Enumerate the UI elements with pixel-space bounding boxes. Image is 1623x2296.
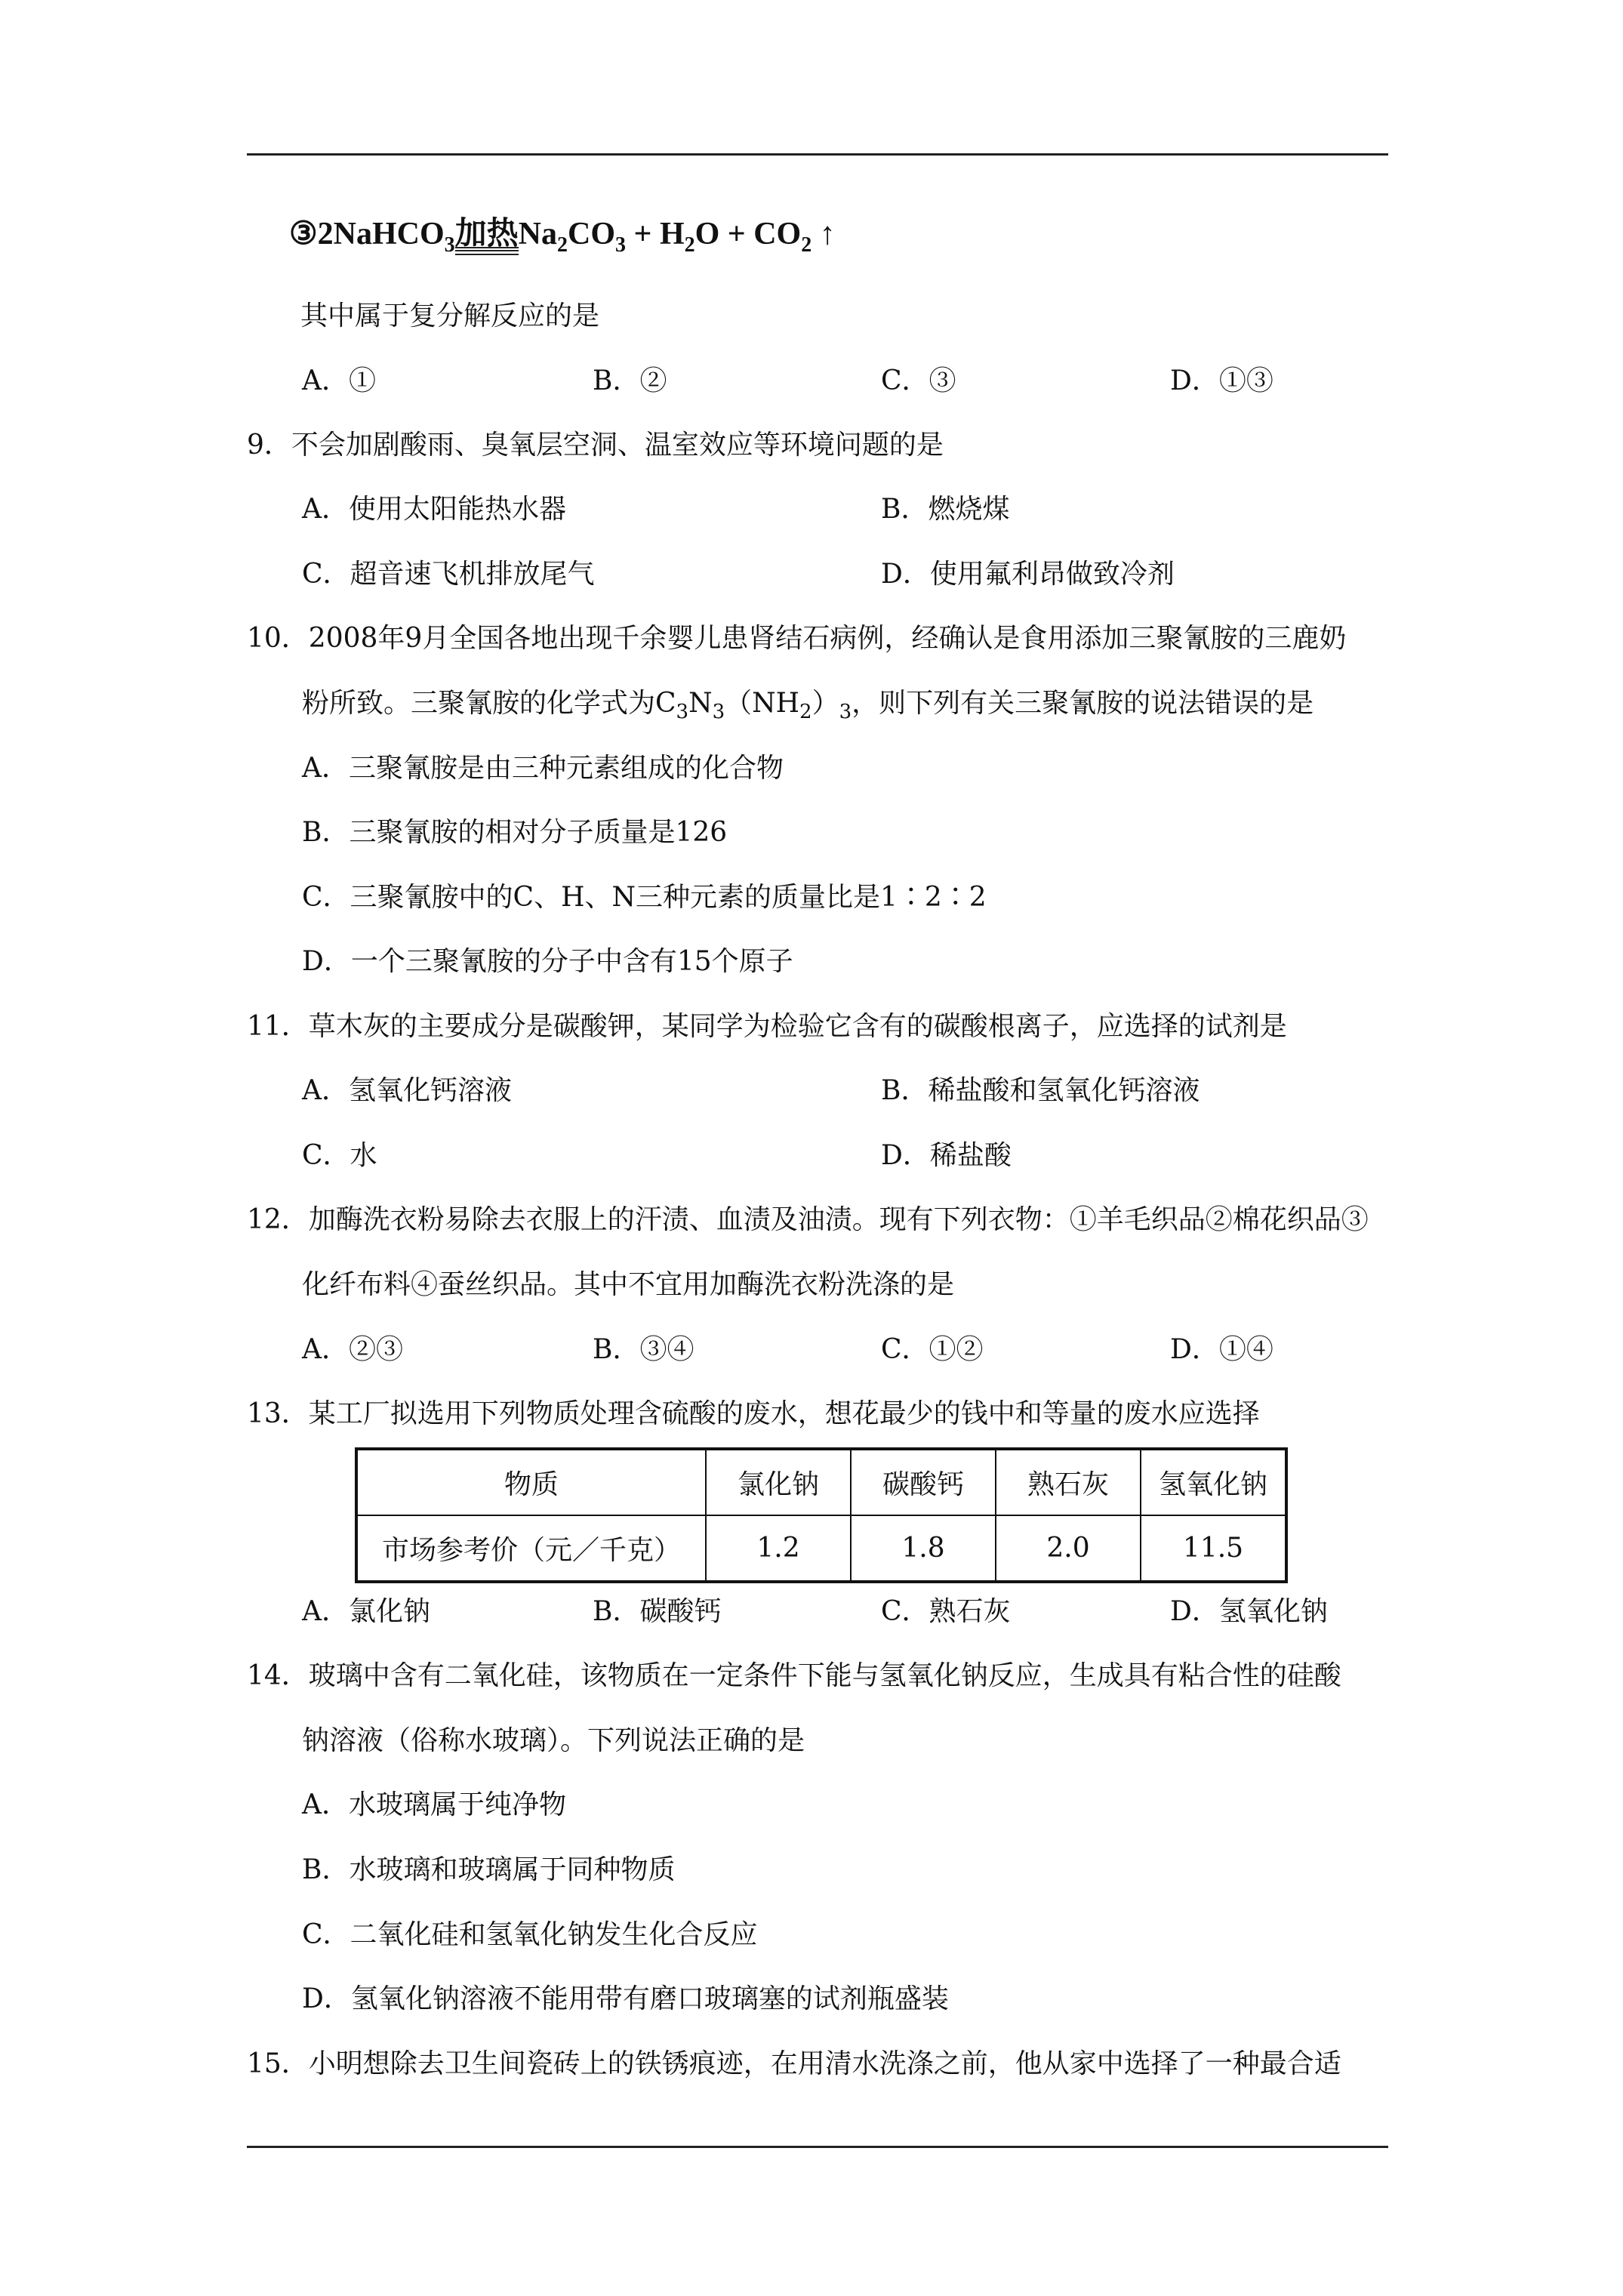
q10-option-c: C．三聚氰胺中的C、H、N三种元素的质量比是1∶2∶2 bbox=[302, 882, 987, 913]
q14-option-c: C．二氧化硅和氢氧化钠发生化合反应 bbox=[302, 1919, 758, 1950]
q14-option-d: D．氢氧化钠溶液不能用带有磨口玻璃塞的试剂瓶盛装 bbox=[302, 1983, 949, 2014]
q14-stem-line2: 钠溶液（俗称水玻璃）。下列说法正确的是 bbox=[302, 1725, 805, 1756]
price-table bbox=[355, 1447, 1288, 1583]
q10-option-b: B．三聚氰胺的相对分子质量是126 bbox=[302, 817, 728, 848]
table-header-cell: 物质 bbox=[356, 1449, 706, 1515]
table-header-row bbox=[356, 1449, 1286, 1515]
q11-option-c: C．水 bbox=[302, 1140, 377, 1171]
q10-stem-line2: 粉所致。三聚氰胺的化学式为$C_3N_3(NH_2)_3$，则下列有关三聚氰胺的说法错误的是 bbox=[302, 688, 1314, 723]
top-rule bbox=[247, 153, 1388, 156]
q9-option-c: C．超音速飞机排放尾气 bbox=[302, 559, 595, 590]
table-cell: 1.8 bbox=[851, 1515, 996, 1582]
q8-stem: 其中属于复分解反应的是 bbox=[300, 300, 600, 331]
q15-stem: 15．小明想除去卫生间瓷砖上的铁锈痕迹，在用清水洗涤之前，他从家中选择了一种最合适 bbox=[247, 2048, 1341, 2079]
table-header-cell: 氯化钠 bbox=[706, 1449, 851, 1515]
q14-option-a: A．水玻璃属于纯净物 bbox=[302, 1789, 566, 1820]
q12-stem-line1: 12．加酶洗衣粉易除去衣服上的汗渍、血渍及油渍。现有下列衣物：①羊毛织品②棉花织品③ bbox=[247, 1204, 1369, 1235]
q12-option-c: C．①② bbox=[881, 1334, 984, 1365]
gas-arrow: ↑ bbox=[812, 217, 836, 251]
q12-option-d: D．①④ bbox=[1170, 1334, 1273, 1365]
q9-stem: 9．不会加剧酸雨、臭氧层空洞、温室效应等环境问题的是 bbox=[247, 430, 944, 461]
bottom-rule bbox=[247, 2146, 1388, 2148]
q10-option-a: A．三聚氰胺是由三种元素组成的化合物 bbox=[302, 753, 784, 784]
equation-3: ③2NaHCO$_3$加热$Na_2CO_3 + H_2O + CO_2$ ↑ bbox=[289, 217, 836, 257]
q13-option-b: B．碳酸钙 bbox=[593, 1596, 722, 1627]
table-cell: 1.2 bbox=[706, 1515, 851, 1582]
q10-option-d: D．一个三聚氰胺的分子中含有15个原子 bbox=[302, 946, 793, 977]
q13-stem: 13．某工厂拟选用下列物质处理含硫酸的废水，想花最少的钱中和等量的废水应选择 bbox=[247, 1398, 1260, 1429]
q12-option-b: B．③④ bbox=[593, 1334, 694, 1365]
q10-stem-line1: 10．2008年9月全国各地出现千余婴儿患肾结石病例，经确认是食用添加三聚氰胺的三鹿奶 bbox=[247, 623, 1347, 654]
q13-option-c: C．熟石灰 bbox=[881, 1596, 1011, 1627]
q12-option-a: A．②③ bbox=[302, 1334, 403, 1365]
q13-option-a: A．氯化钠 bbox=[302, 1596, 430, 1627]
table-cell: 市场参考价（元／千克） bbox=[356, 1515, 706, 1582]
table-cell: 11.5 bbox=[1141, 1515, 1286, 1582]
table-row bbox=[356, 1515, 1286, 1582]
q9-option-b: B．燃烧煤 bbox=[881, 494, 1010, 525]
q8-option-b: B．② bbox=[593, 365, 667, 396]
q11-option-b: B．稀盐酸和氢氧化钙溶液 bbox=[881, 1075, 1200, 1106]
q11-stem: 11．草木灰的主要成分是碳酸钾，某同学为检验它含有的碳酸根离子，应选择的试剂是 bbox=[247, 1011, 1287, 1042]
table-header-cell: 碳酸钙 bbox=[851, 1449, 996, 1515]
q8-option-d: D．①③ bbox=[1170, 365, 1273, 396]
q12-stem-line2: 化纤布料④蚕丝织品。其中不宜用加酶洗衣粉洗涤的是 bbox=[302, 1269, 955, 1300]
table-header-cell: 熟石灰 bbox=[996, 1449, 1141, 1515]
q8-option-a: A．① bbox=[302, 365, 376, 396]
table-cell: 2.0 bbox=[996, 1515, 1141, 1582]
q14-option-b: B．水玻璃和玻璃属于同种物质 bbox=[302, 1854, 676, 1885]
q11-option-d: D．稀盐酸 bbox=[881, 1140, 1012, 1171]
q9-option-a: A．使用太阳能热水器 bbox=[302, 494, 566, 525]
equation-marker: ③ bbox=[289, 217, 318, 251]
q9-option-d: D．使用氟利昂做致冷剂 bbox=[881, 559, 1175, 590]
q8-option-c: C．③ bbox=[881, 365, 956, 396]
q14-stem-line1: 14．玻璃中含有二氧化硅，该物质在一定条件下能与氢氧化钠反应，生成具有粘合性的硅酸 bbox=[247, 1660, 1341, 1691]
q13-option-d: D．氢氧化钠 bbox=[1170, 1596, 1328, 1627]
reaction-condition: 加热 bbox=[454, 217, 519, 251]
q11-option-a: A．氢氧化钙溶液 bbox=[302, 1075, 512, 1106]
table-header-cell: 氢氧化钠 bbox=[1141, 1449, 1286, 1515]
